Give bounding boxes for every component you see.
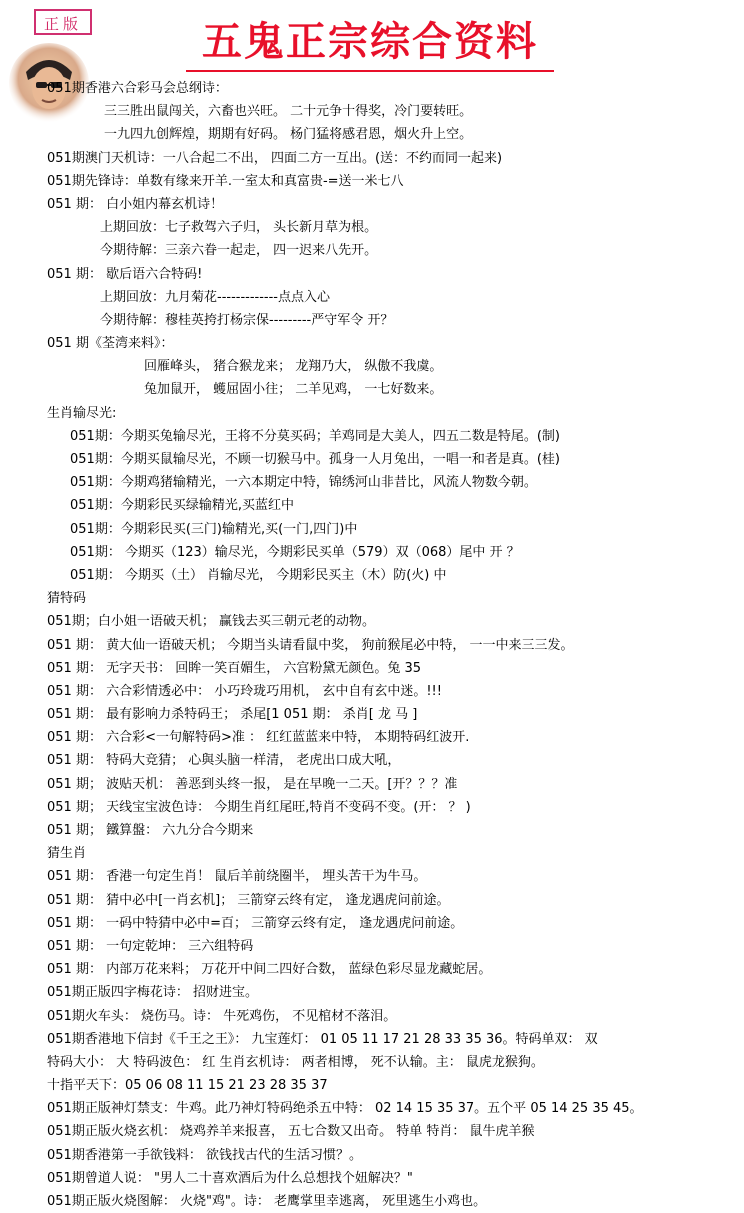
text-line: 051 期： 一码中特猜中必中=百； 三箭穿云终有定， 逢龙遇虎问前途。: [47, 915, 464, 931]
text-line: 兔加鼠开， 蠖屈固小往； 二羊见鸡， 一七好数来。: [144, 382, 443, 398]
text-line: 一九四九创辉煌，期期有好码。 杨门猛将感君恩，烟火升上空。: [104, 127, 473, 143]
text-line: 051 期： 一句定乾坤： 三六组特码: [47, 938, 254, 954]
text-line: 051 期； 鐵算盤： 六九分合今期来: [47, 823, 254, 838]
text-line: 051 期： 猜中必中[一肖玄机]； 三箭穿云终有定， 逢龙遇虎问前途。: [47, 892, 450, 908]
text-line: 051期：今期彩民买(三门)输精光,买(一门,四门)中: [70, 521, 358, 537]
text-line: 特码大小： 大 特码波色： 红 生肖玄机诗： 两者相博， 死不认输。主： 鼠虎龙猴狗。: [47, 1054, 544, 1070]
text-line: 三三胜出鼠闯关，六畜也兴旺。 二十元争十得奖，冷门要转旺。: [104, 104, 473, 120]
text-line: 051 期： 香港一句定生肖！ 鼠后羊前绕圈半， 埋头苦干为牛马。: [47, 869, 427, 885]
text-line: 051期正版神灯禁支：牛鸡。此乃神灯特码绝杀五中特： 02 14 15 35 37。五个平 05 14 25 35 45。: [47, 1101, 643, 1117]
text-line: 上期回放：九月菊花-------------点点入心: [100, 289, 330, 305]
text-line: 051期火车头： 烧伤马。诗： 牛死鸡伤， 不见棺材不落泪。: [47, 1008, 397, 1024]
text-line: 051 期： 内部万花来料； 万花开中间二四好合数， 蓝绿色彩尽显龙藏蛇居。: [47, 962, 492, 978]
text-line: 051 期： 黄大仙一语破天机； 今期当头请看鼠中奖， 狗前猴尾必中特， 一一中来三三发。: [47, 637, 574, 653]
text-line: 051期正版火烧玄机： 烧鸡养羊来报喜， 五七合数又出奇。 特单 特肖： 鼠牛虎羊猴: [47, 1124, 535, 1140]
text-line: 051 期； 波贴天机： 善恶到头终一报， 是在早晚一二天。[开？？？准: [47, 776, 458, 792]
text-line: 051期： 今期买（土） 肖输尽光， 今期彩民买主（木）防(火) 中: [70, 567, 447, 583]
text-line: 051期：今期买鼠输尽光，不顾一切猴马中。孤身一人月兔出，一唱一和者是真。(桂): [70, 452, 560, 467]
text-line: 051期： 今期买（123）输尽光，今期彩民买单（579）双（068）尾中 开 ？: [70, 544, 520, 560]
text-line: 051期香港地下信封《千王之王》： 九宝莲灯： 01 05 11 17 21 28 33 35 36。特码单双： 双: [47, 1031, 598, 1047]
page-title: 五鬼正宗综合资料: [202, 18, 538, 65]
text-line: 051 期： 无字天书： 回眸一笑百媚生， 六宫粉黛无颜色。兔 35: [47, 660, 422, 676]
text-line: 十指平天下：05 06 08 11 15 21 23 28 35 37: [47, 1078, 328, 1094]
text-line: 猜特码: [47, 591, 87, 607]
text-line: 上期回放：七子救驾六子归， 头长新月草为根。: [100, 220, 378, 236]
document-body: [0, 77, 744, 1213]
text-line: 051 期： 六合彩<一句解特码>准 ： 红红蓝蓝来中特， 本期特码红波开.: [47, 730, 470, 746]
text-line: 051 期； 天线宝宝波色诗： 今期生肖红尾旺,特肖不变码不变。(开： ？ ): [47, 799, 471, 815]
text-line: 051 期： 特码大竞猜； 心與头脑一样清， 老虎出口成大吼，: [47, 753, 401, 769]
text-line: 生肖输尽光:: [47, 405, 117, 421]
text-line: 今期待解：三亲六眷一起走， 四一迟来八先开。: [100, 243, 378, 259]
edition-badge: 正版: [34, 9, 92, 35]
text-line: 051期：今期买兔输尽光，王将不分莫买码；羊鸡同是大美人，四五二数是特尾。(制): [70, 428, 560, 444]
text-line: 今期待解：穆桂英挎打杨宗保---------严守军令 开？: [100, 312, 394, 328]
text-line: 051期香港六合彩马会总纲诗：: [47, 81, 228, 96]
text-line: 回雁峰头， 猪合猴龙来； 龙翔乃大， 纵傲不我虞。: [144, 359, 443, 375]
text-line: 051 期： 六合彩情透必中： 小巧玲珑巧用机， 玄中自有玄中迷。!!!: [47, 683, 442, 699]
text-line: 051期：今期彩民买绿输精光,买蓝红中: [70, 498, 294, 514]
text-line: 051期正版火烧图解： 火烧"鸡"。诗： 老鹰掌里幸逃离， 死里逃生小鸡也。: [47, 1194, 487, 1209]
text-line: 051 期： 白小姐内幕玄机诗！: [47, 196, 224, 212]
text-line: 051 期： 歇后语六合特码!: [47, 266, 203, 282]
text-line: 051期先锋诗：单数有缘来开羊.一室太和真富贵-=送一米七八: [47, 173, 404, 189]
text-line: 051期；白小姐一语破天机； 赢钱去买三朝元老的动物。: [47, 614, 375, 630]
title-underline: [186, 70, 554, 72]
text-line: 051期：今期鸡猪输精光，一六本期定中特，锦绣河山非昔比，风流人物数今朝。: [70, 475, 537, 491]
text-line: 051 期： 最有影响力杀特码王； 杀尾[1 051 期： 杀肖[ 龙 马 ]: [47, 707, 418, 723]
text-line: 051 期《荃湾来料》：: [47, 336, 174, 352]
text-line: 051期澳门天机诗：一八合起二不出， 四面二方一互出。(送：不约而同一起来): [47, 150, 503, 166]
text-line: 051期正版四字梅花诗： 招财进宝。: [47, 985, 258, 1001]
text-line: 猜生肖: [47, 846, 87, 862]
text-line: 051期曾道人说： "男人二十喜欢酒后为什么总想找个妞解决？": [47, 1170, 413, 1186]
text-line: 051期香港第一手欲钱料： 欲钱找古代的生活习惯？。: [47, 1147, 362, 1163]
